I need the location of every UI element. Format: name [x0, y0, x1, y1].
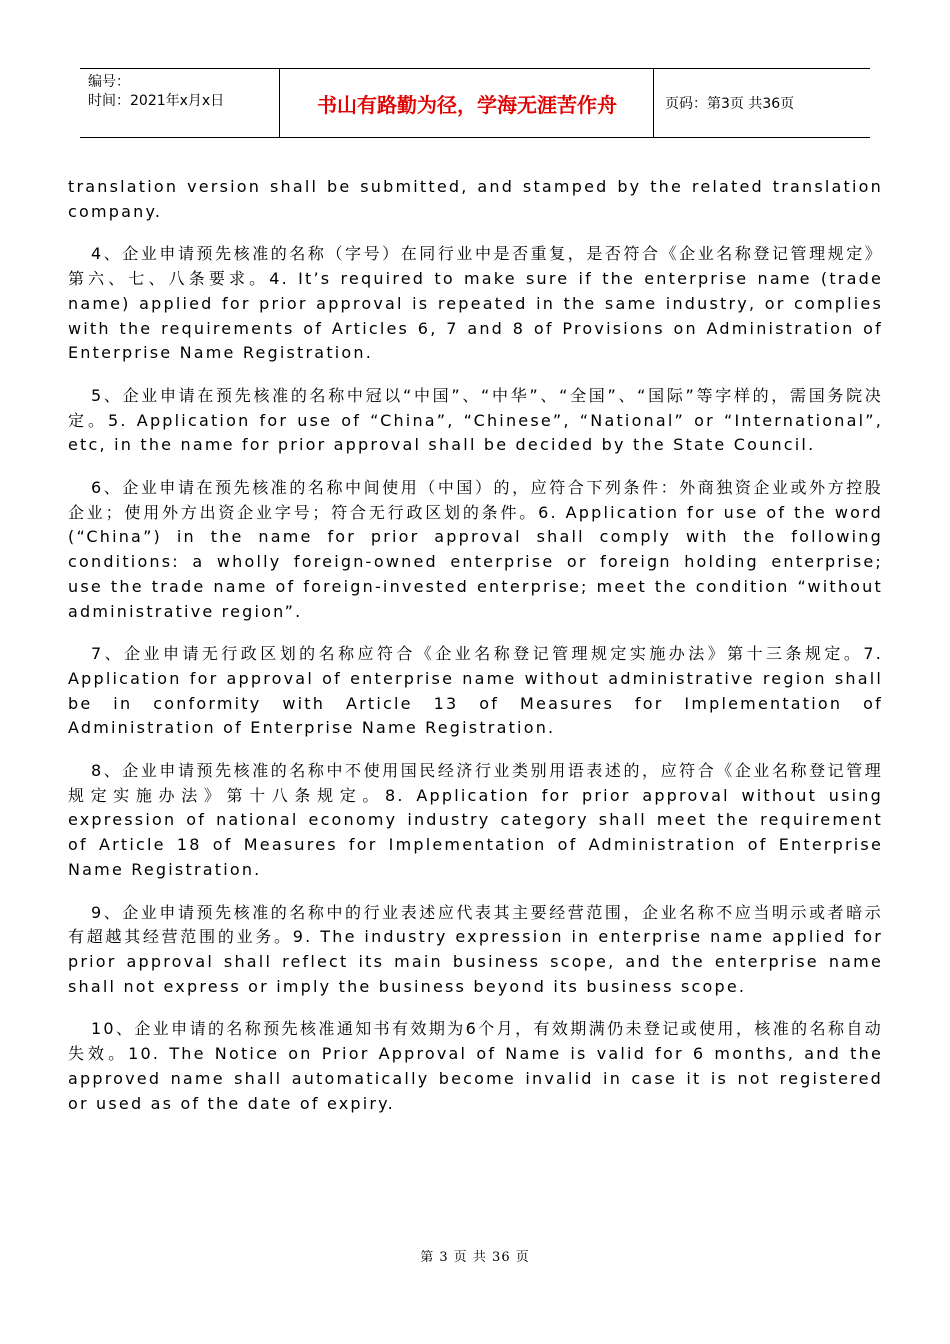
time-label: 时间：2021年x月x日 [88, 93, 225, 109]
paragraph-item-5: 5、企业申请在预先核准的名称中冠以“中国”、“中华”、“全国”、“国际”等字样的，需国务院决定。5. Application for use of “China”, “Chinese”, “National” or “International”, etc, in the name for prior approval shall be decided by the State Council. [68, 385, 883, 455]
paragraph-continuation: translation version shall be submitted, and stamped by the related translation company. [68, 177, 883, 221]
header-table [80, 68, 870, 138]
paragraph-item-8: 8、企业申请预先核准的名称中不使用国民经济行业类别用语表述的，应符合《企业名称登记管理规定实施办法》第十八条规定。8. Application for prior approval without using expression of national economy industry category shall meet the requirement of Article 18 of Measures for Implementation of Administration of Enterprise Name Registration. [68, 761, 883, 879]
document-body [68, 175, 883, 1134]
header-meta-cell [80, 69, 280, 137]
header-page-info: 页码：第3页 共36页 [665, 96, 795, 112]
paragraph-item-9: 9、企业申请预先核准的名称中的行业表述应代表其主要经营范围，企业名称不应当明示或者暗示有超越其经营范围的业务。9. The industry expression in enterprise name applied for prior approval shall reflect its main business scope, and the enterprise name shall not express or imply the business beyond its business scope. [68, 902, 883, 996]
paragraph-item-10: 10、企业申请的名称预先核准通知书有效期为6个月，有效期满仍未登记或使用，核准的名称自动失效。10. The Notice on Prior Approval of Name is valid for 6 months, and the approved name shall automatically become invalid in case it is not registered or used as of the date of expiry. [68, 1019, 883, 1113]
paragraph-item-7: 7、企业申请无行政区划的名称应符合《企业名称登记管理规定实施办法》第十三条规定。7. Application for approval of enterprise name without administrative region shall be in conformity with Article 13 of Measures for Implementation of Administration of Enterprise Name Registration. [68, 644, 883, 738]
paragraph-item-6: 6、企业申请在预先核准的名称中间使用（中国）的，应符合下列条件：外商独资企业或外方控股企业；使用外方出资企业字号；符合无行政区划的条件。6. Application for use of the word (“China”) in the name for prior approval shall comply with the following conditions: a wholly foreign-owned enterprise or foreign holding enterprise; use the trade name of foreign-invested enterprise; meet the condition “without administrative region”. [68, 478, 883, 621]
page-footer: 第 3 页 共 36 页 [420, 1250, 530, 1265]
paragraph-item-4: 4、企业申请预先核准的名称（字号）在同行业中是否重复，是否符合《企业名称登记管理规定》第六、七、八条要求。4. It’s required to make sure if the enterprise name (trade name) applied for prior approval is repeated in the same industry, or complies with the requirements of Articles 6, 7 and 8 of Provisions on Administration of Enterprise Name Registration. [68, 244, 883, 363]
header-motto: 书山有路勤为径，学海无涯苦作舟 [281, 69, 654, 137]
number-label: 编号： [88, 74, 130, 90]
